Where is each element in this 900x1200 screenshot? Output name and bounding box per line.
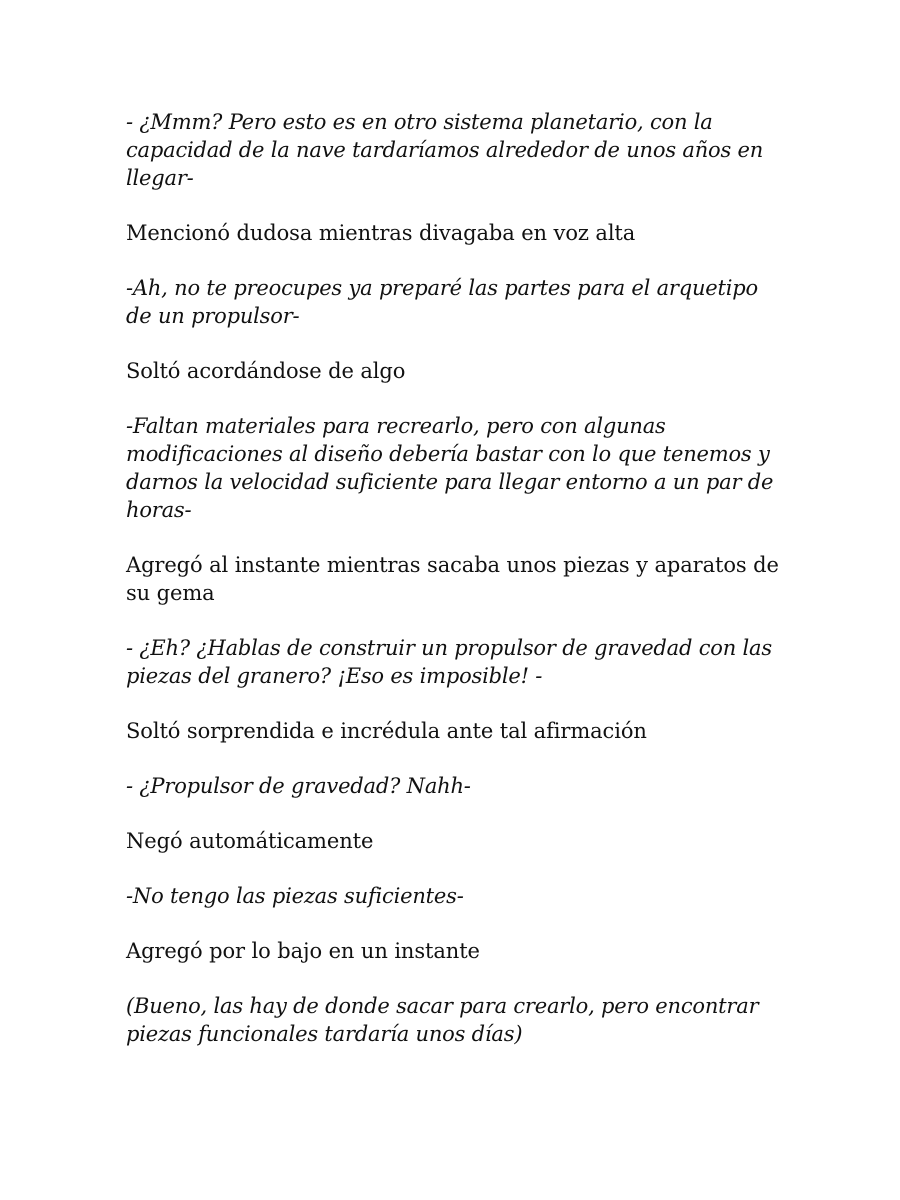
paragraph-dialogue: (Bueno, las hay de donde sacar para crearlo, pero encontrar piezas funcionales tardaría unos días) <box>126 994 759 1046</box>
paragraph-narration: Agregó por lo bajo en un instante <box>126 939 480 963</box>
paragraph-narration: Mencionó dudosa mientras divagaba en voz alta <box>126 221 636 245</box>
paragraph-narration: Soltó acordándose de algo <box>126 359 406 383</box>
paragraph-dialogue: - ¿Propulsor de gravedad? Nahh- <box>126 774 471 798</box>
paragraph-narration: Agregó al instante mientras sacaba unos piezas y aparatos de su gema <box>126 553 779 605</box>
paragraph-dialogue: -No tengo las piezas suficientes- <box>126 884 464 908</box>
paragraph-dialogue: - ¿Eh? ¿Hablas de construir un propulsor de gravedad con las piezas del granero? ¡Eso es imposible! - <box>126 636 772 688</box>
paragraph-narration: Soltó sorprendida e incrédula ante tal afirmación <box>126 719 647 743</box>
paragraph-narration: Negó automáticamente <box>126 829 374 853</box>
paragraph-dialogue: -Faltan materiales para recrearlo, pero con algunas modificaciones al diseño debería bastar con lo que tenemos y darnos la velocidad suficiente para llegar entorno a un par de horas- <box>126 414 774 522</box>
document-body <box>126 108 786 1075</box>
paragraph-dialogue: -Ah, no te preocupes ya preparé las partes para el arquetipo de un propulsor- <box>126 276 758 328</box>
paragraph-dialogue: - ¿Mmm? Pero esto es en otro sistema planetario, con la capacidad de la nave tardaríamos alrededor de unos años en llegar- <box>126 110 764 190</box>
